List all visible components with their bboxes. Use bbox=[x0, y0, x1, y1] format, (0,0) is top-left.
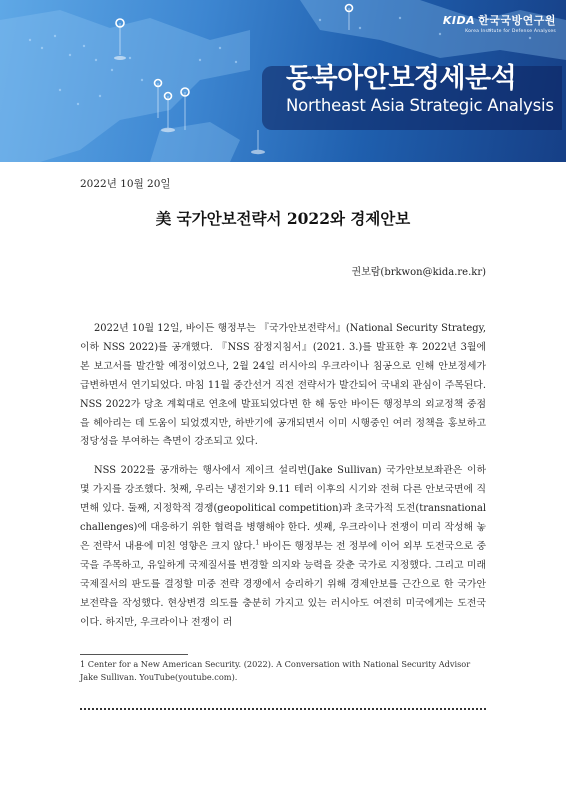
paragraph-text: NSS 2022를 공개하는 행사에서 제이크 설리번(Jake Sullivan) 국가안보보좌관은 이하 몇 가지를 강조했다. 첫째, 우리는 냉전기와 9.11 테러 이후의 시기와 전혀 다른 안보국면에 직면해 있다. 둘째, 지정학적 경쟁(geopolitical competition)과 초국가적 도전(transnational challenges)에 대응하기 위한 협력을 병행해야 한다. 셋째, 우크라이나 전쟁이 미리 작성해 놓은 전략서 내용에 미친 영향은 크지 않다. bbox=[80, 465, 486, 552]
kida-logo bbox=[443, 12, 556, 34]
footnote-reference[interactable]: 1 bbox=[255, 539, 260, 547]
document-title: 美 국가안보전략서 2022와 경제안보 bbox=[155, 209, 411, 228]
header-banner bbox=[0, 0, 566, 162]
publication-title-english: Northeast Asia Strategic Analysis bbox=[286, 96, 554, 115]
body-paragraph bbox=[80, 462, 486, 632]
dotted-divider bbox=[80, 708, 486, 710]
paragraph-text-continued: 바이든 행정부는 전 정부에 이어 외부 도전국으로 중국을 주목하고, 유일하게 국제질서를 변경할 의지와 능력을 갖춘 국가로 지정했다. 그리고 미래 국제질서의 판도를 결정할 미중 전략 경쟁에서 승리하기 위해 경제안보를 근간으로 한 국가안보전략을 작성했다. 현상변경 의도를 충분히 가지고 있는 러시아도 여전히 미국에게는 도전국이다. 하지만, 우크라이나 전쟁이 러 bbox=[80, 540, 486, 628]
footnote-divider bbox=[80, 654, 188, 655]
logo-text: 한국국방연구원 bbox=[478, 14, 556, 27]
footnote: 1 Center for a New American Security. (2022). A Conversation with National Security Advisor Jake Sullivan. YouTube(youtube.com). bbox=[80, 659, 471, 682]
author-line: 권보람(brkwon@kida.re.kr) bbox=[351, 267, 486, 278]
paragraph-text: 2022년 10월 12일, 바이든 행정부는 『국가안보전략서』(National Security Strategy, 이하 NSS 2022)를 공개했다. 『NSS 잠정지침서』(2021. 3.)를 발표한 후 2022년 3월에 본 보고서를 발간할 예정이었으나, 2월 24일 러시아의 우크라이나 침공으로 인해 안보정세가 급변하면서 연기되었다. 마침 11월 중간선거 직전 전략서가 발간되어 국내외 관심이 주목된다. NSS 2022가 당초 계획대로 연초에 발표되었다면 한 해 동안 바이든 행정부의 외교정책 중점을 헤아리는 데 도움이 되었겠지만, 하반기에 공개되면서 이미 시행중인 여러 정책을 홍보하고 정당성을 부여하는 측면이 강조되고 있다. bbox=[80, 323, 486, 448]
body-paragraph bbox=[80, 320, 486, 452]
logo-mark: KIDA bbox=[442, 13, 476, 27]
publication-title-korean: 동북아안보정세분석 bbox=[286, 63, 517, 94]
document-body bbox=[80, 320, 486, 633]
publication-date: 2022년 10월 20일 bbox=[80, 178, 171, 190]
logo-subtitle: Korea Institute for Defense Analyses bbox=[465, 29, 556, 34]
